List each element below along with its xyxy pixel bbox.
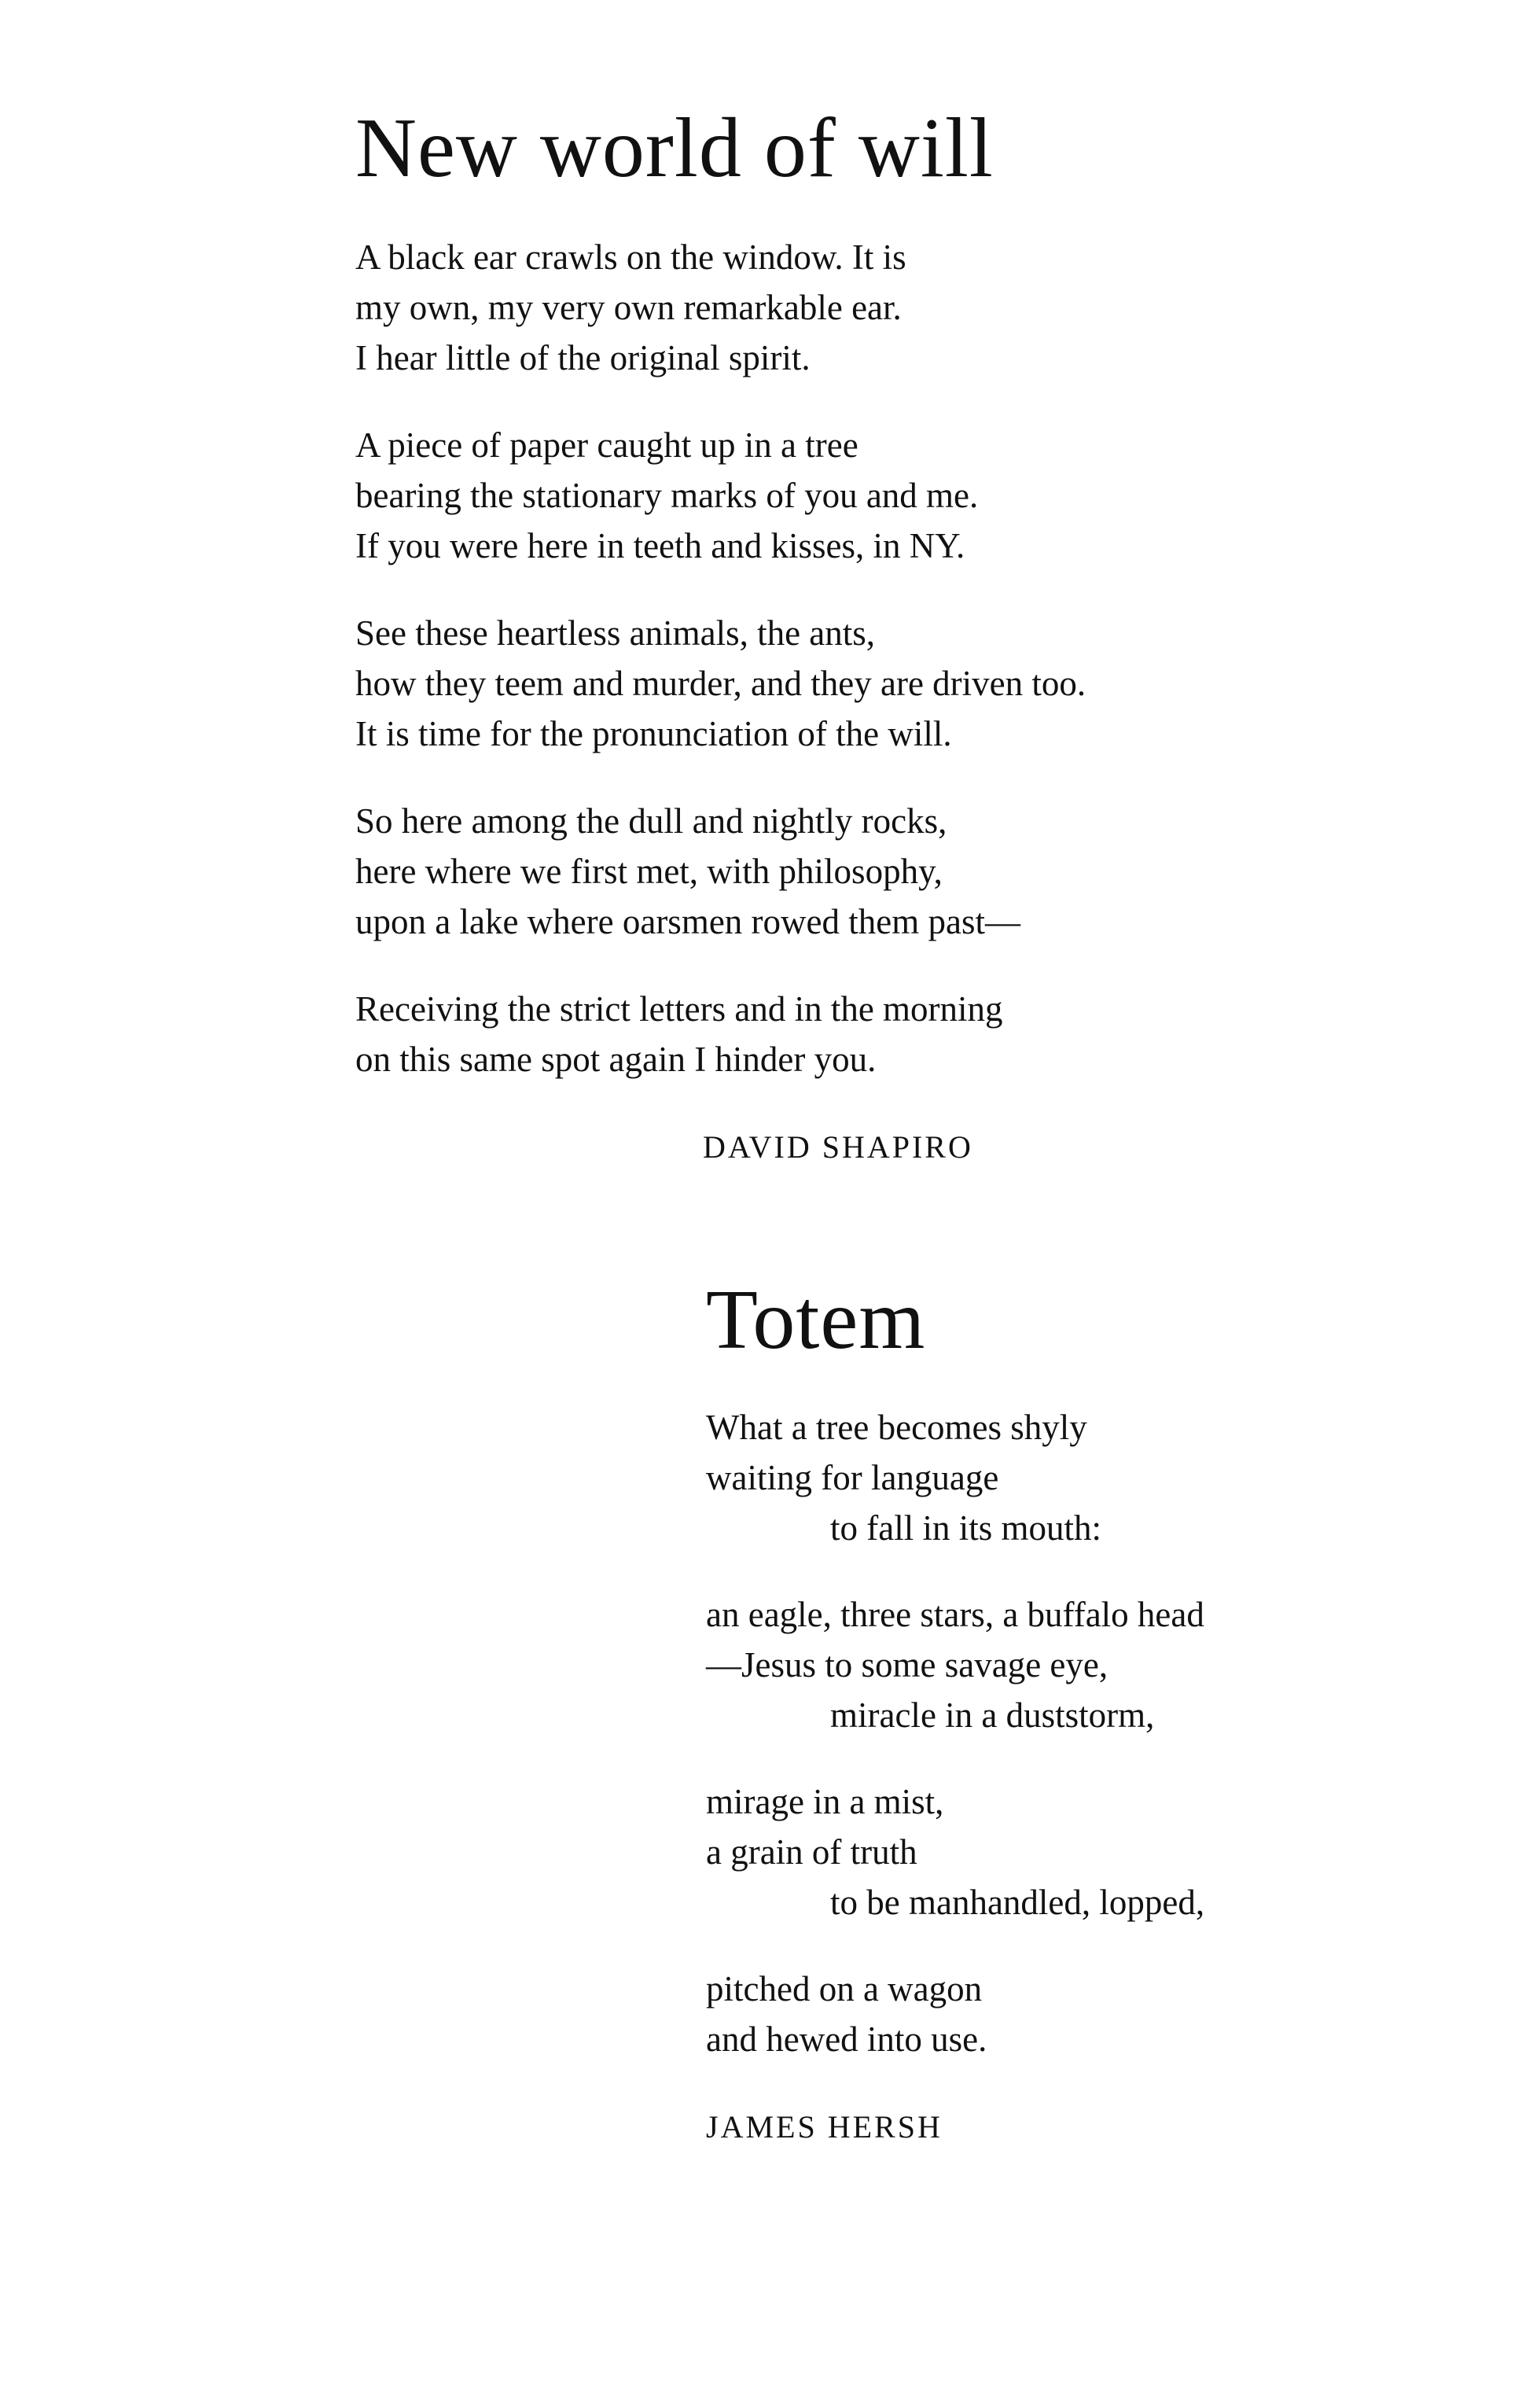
poem-author: DAVID SHAPIRO <box>703 1129 973 1165</box>
poem-author: JAMES HERSH <box>706 2109 943 2145</box>
poem-line: See these heartless animals, the ants, <box>355 613 876 653</box>
poem-line: pitched on a wagon <box>706 1969 983 2009</box>
poem-line: A black ear crawls on the window. It is <box>355 237 906 277</box>
poem-line: a grain of truth <box>706 1832 917 1872</box>
poem-totem <box>706 1273 1414 2145</box>
poem-line: It is time for the pronunciation of the will. <box>355 714 952 753</box>
stanza-2 <box>706 1589 1414 1740</box>
stanza-3 <box>706 1777 1414 1928</box>
poem-line: waiting for language <box>706 1458 999 1497</box>
poem-line: —Jesus to some savage eye, <box>706 1645 1108 1684</box>
poem-line: here where we first met, with philosophy, <box>355 852 943 891</box>
poem-line: A piece of paper caught up in a tree <box>355 425 858 465</box>
poem-title: New world of will <box>355 101 994 195</box>
poem-line: on this same spot again I hinder you. <box>355 1040 877 1079</box>
poem-title: Totem <box>706 1273 926 1367</box>
poem-line: to be manhandled, lopped, <box>830 1883 1205 1922</box>
stanza-4 <box>355 796 1377 947</box>
poem-line: upon a lake where oarsmen rowed them past— <box>355 902 1020 941</box>
poem-line: an eagle, three stars, a buffalo head <box>706 1595 1204 1634</box>
stanza-3 <box>355 608 1377 759</box>
poem-line: to fall in its mouth: <box>830 1508 1101 1548</box>
poem-line: my own, my very own remarkable ear. <box>355 288 902 327</box>
stanza-5 <box>355 984 1377 1084</box>
poem-line: What a tree becomes shyly <box>706 1408 1087 1447</box>
poem-line: Receiving the strict letters and in the morning <box>355 989 1003 1029</box>
stanza-2 <box>355 420 1377 571</box>
poem-line: mirage in a mist, <box>706 1782 944 1821</box>
stanza-4 <box>706 1964 1414 2064</box>
poem-line: miracle in a duststorm, <box>830 1696 1155 1735</box>
stanza-1 <box>355 232 1377 383</box>
poem-line: how they teem and murder, and they are driven too. <box>355 664 1086 703</box>
poem-line: So here among the dull and nightly rocks, <box>355 801 947 841</box>
poem-line: bearing the stationary marks of you and me. <box>355 476 979 515</box>
poem-new-world-of-will <box>355 101 1377 1165</box>
poem-line: If you were here in teeth and kisses, in NY. <box>355 526 965 565</box>
poem-line: and hewed into use. <box>706 2020 987 2059</box>
poem-line: I hear little of the original spirit. <box>355 338 811 377</box>
stanza-1 <box>706 1402 1414 1553</box>
